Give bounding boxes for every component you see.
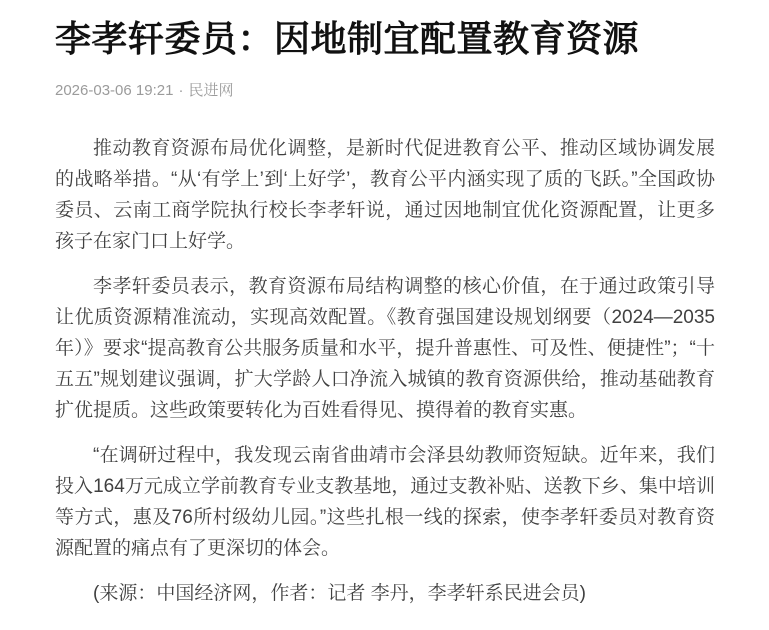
article-body bbox=[55, 133, 715, 609]
article-meta bbox=[55, 80, 715, 101]
article-paragraph-1: 推动教育资源布局优化调整，是新时代促进教育公平、推动区域协调发展的战略举措。“从‘有学上’到‘上好学’，教育公平内涵实现了质的飞跃。”全国政协委员、云南工商学院执行校长李孝轩说，通过因地制宜优化资源配置，让更多孩子在家门口上好学。 bbox=[55, 138, 715, 253]
article-title: 李孝轩委员：因地制宜配置教育资源 bbox=[55, 18, 640, 59]
article-attribution: (来源：中国经济网，作者：记者 李丹，李孝轩系民进会员) bbox=[93, 583, 586, 605]
publish-date: 2026-03-06 19:21 bbox=[55, 82, 174, 100]
article-paragraph-2: 李孝轩委员表示，教育资源布局结构调整的核心价值，在于通过政策引导让优质资源精准流动，实现高效配置。《教育强国建设规划纲要（2024—2035年）》要求“提高教育公共服务质量和水平，提升普惠性、可及性、便捷性”；“十五五”规划建议强调，扩大学龄人口净流入城镇的教育资源供给，推动基础教育扩优提质。这些政策要转化为百姓看得见、摸得着的教育实惠。 bbox=[55, 276, 715, 422]
source-name: 民进网 bbox=[188, 82, 234, 100]
article-paragraph-3: “在调研过程中，我发现云南省曲靖市会泽县幼教师资短缺。近年来，我们投入164万元成立学前教育专业支教基地，通过支教补贴、送教下乡、集中培训等方式，惠及76所村级幼儿园。”这些扎根一线的探索，使李孝轩委员对教育资源配置的痛点有了更深切的体会。 bbox=[55, 445, 715, 560]
meta-separator: · bbox=[178, 82, 184, 100]
